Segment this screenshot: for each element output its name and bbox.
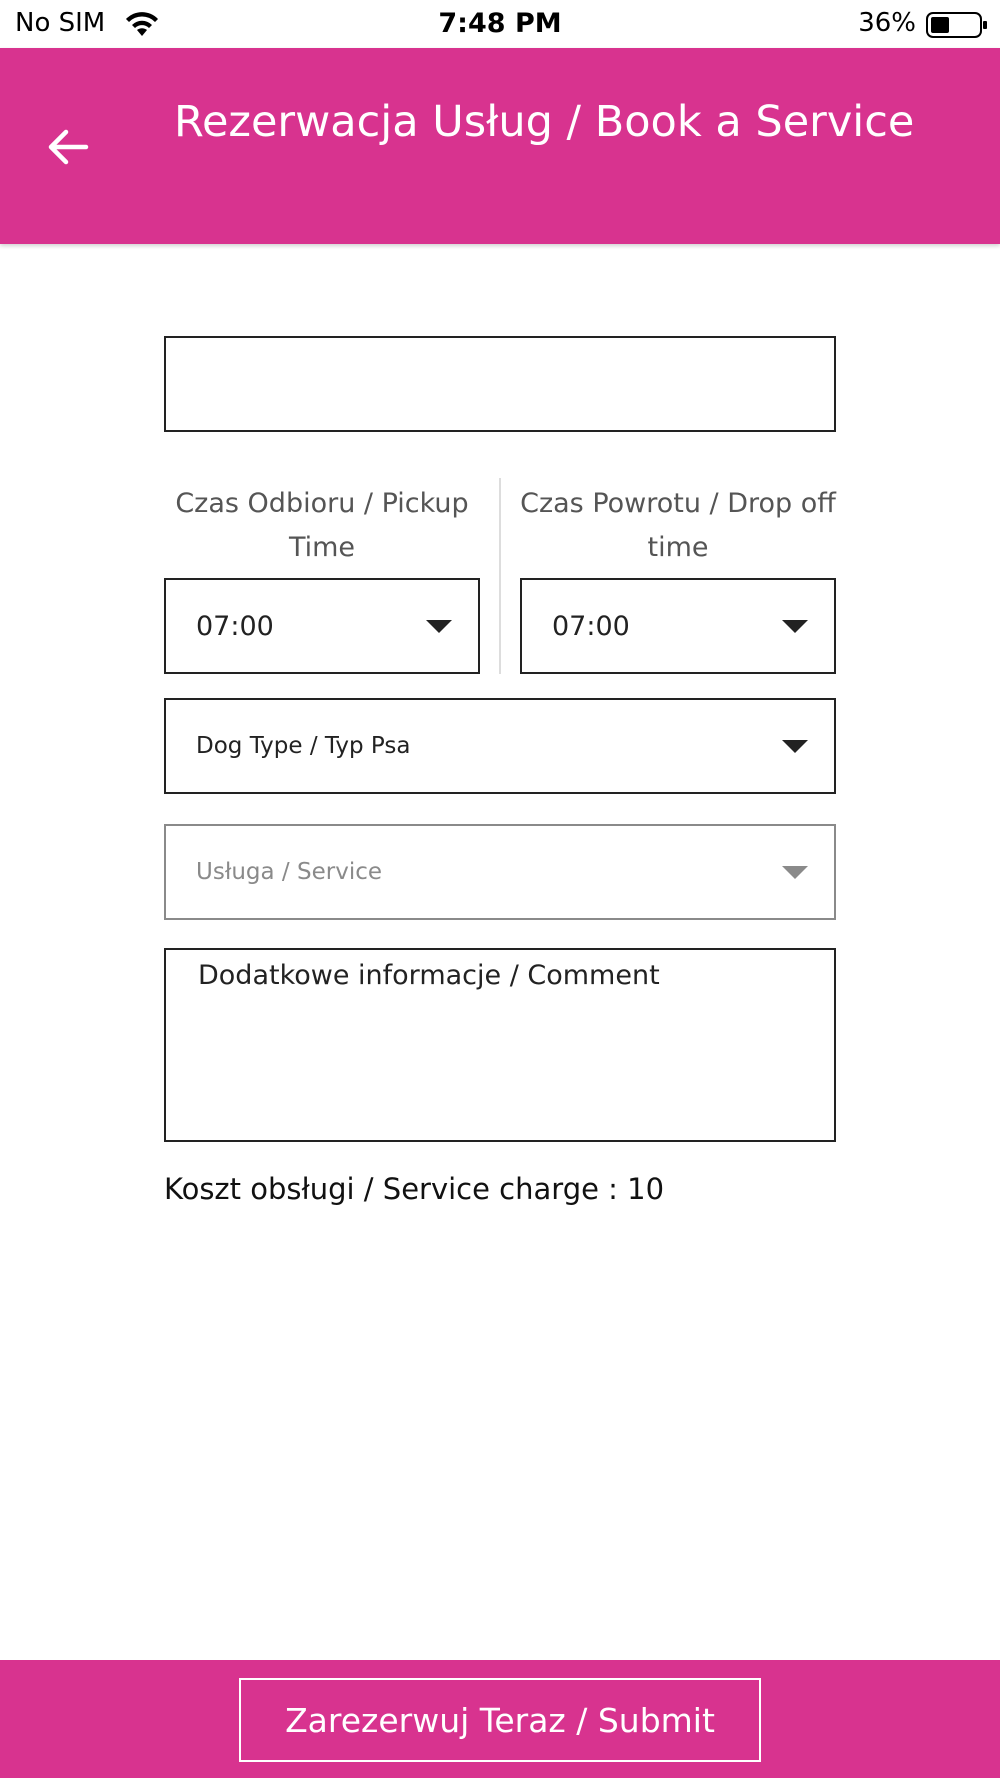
dog-type-select[interactable]: [164, 698, 836, 794]
arrow-left-icon: [46, 127, 90, 167]
caret-down-icon: [782, 740, 808, 753]
pickup-time-label: Czas Odbioru / Pickup Time: [175, 488, 469, 563]
status-bar: [0, 0, 1000, 48]
name-input[interactable]: [164, 336, 836, 432]
pickup-time-value: 07:00: [196, 610, 274, 642]
clock: 7:48 PM: [438, 8, 562, 39]
battery-percent: 36%: [858, 8, 916, 38]
service-select[interactable]: [164, 824, 836, 920]
carrier-label: No SIM: [15, 8, 106, 38]
dog-type-placeholder: Dog Type / Typ Psa: [196, 733, 411, 759]
footer-bar: [0, 1660, 1000, 1778]
comment-placeholder: Dodatkowe informacje / Comment: [198, 960, 660, 991]
caret-down-icon: [782, 866, 808, 879]
app-header: [0, 48, 1000, 244]
caret-down-icon: [782, 620, 808, 633]
back-button[interactable]: [40, 119, 96, 175]
dropoff-time-value: 07:00: [552, 610, 630, 642]
battery-icon: [926, 12, 988, 38]
page-title: Rezerwacja Usług / Book a Service: [174, 97, 915, 147]
comment-textarea[interactable]: [164, 948, 836, 1142]
submit-button[interactable]: Zarezerwuj Teraz / Submit: [239, 1678, 761, 1762]
service-charge: Koszt obsługi / Service charge : 10: [164, 1172, 665, 1206]
pickup-time-select[interactable]: [164, 578, 480, 674]
dropoff-time-select[interactable]: [520, 578, 836, 674]
divider: [499, 478, 501, 674]
service-placeholder: Usługa / Service: [196, 859, 382, 885]
dropoff-time-label: Czas Powrotu / Drop off time: [520, 488, 836, 563]
caret-down-icon: [426, 620, 452, 633]
